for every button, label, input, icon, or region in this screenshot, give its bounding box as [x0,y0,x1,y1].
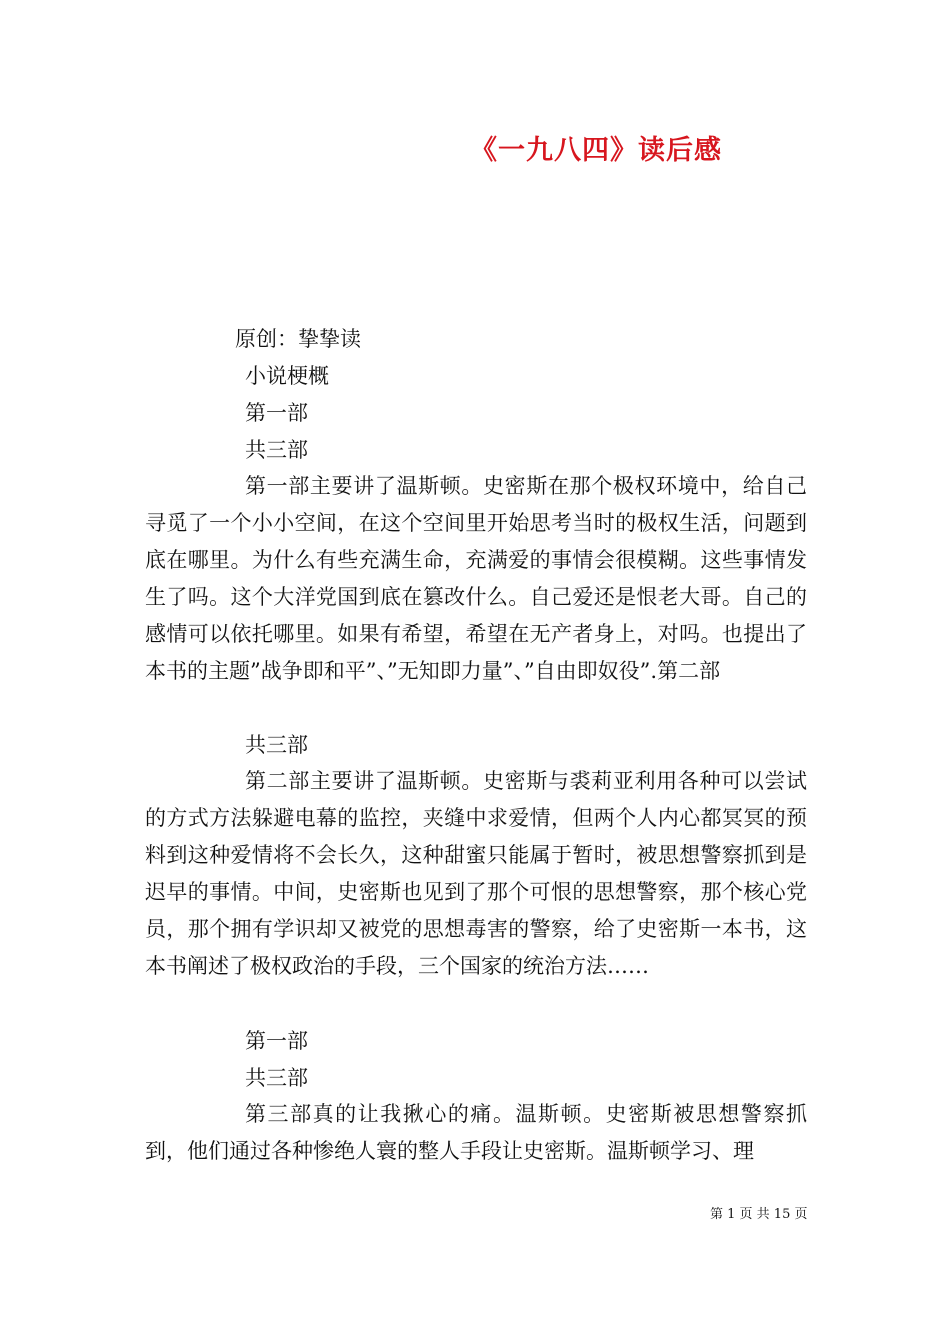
part3-label: 第一部 [245,1029,308,1053]
part1-paragraph: 第一部主要讲了温斯顿。史密斯在那个极权环境中，给自己寻觅了一个小小空间，在这个空间里开始思考当时的极权生活，问题到底在哪里。为什么有些充满生命，充满爱的事情会很模糊。这些事情发生了吗。这个大洋党国到底在篡改什么。自己爱还是恨老大哥。自己的感情可以依托哪里。如果有希望，希望在无产者身上，对吗。也提出了本书的主题”战争即和平”、”无知即力量”、”自由即奴役”.第二部 [145,474,807,683]
part3-total: 共三部 [245,1066,308,1090]
part2-paragraph: 第二部主要讲了温斯顿。史密斯与裘莉亚利用各种可以尝试的方式方法躲避电幕的监控，夹缝中求爱情，但两个人内心都冥冥的预料到这种爱情将不会长久，这种甜蜜只能属于暂时，被思想警察抓到是迟早的事情。中间，史密斯也见到了那个可恨的思想警察，那个核心党员，那个拥有学识却又被党的思想毒害的警察，给了史密斯一本书，这本书阐述了极权政治的手段，三个国家的统治方法…… [145,769,807,978]
part1-total: 共三部 [245,438,308,462]
part1-label: 第一部 [245,401,308,425]
document-title: 《一九八四》读后感 [470,135,722,166]
part2-total: 共三部 [245,733,308,757]
section-heading: 小说梗概 [245,364,329,388]
part3-paragraph: 第三部真的让我揪心的痛。温斯顿。史密斯被思想警察抓到，他们通过各种惨绝人寰的整人手段让史密斯。温斯顿学习、理 [145,1102,807,1163]
page-indicator: 第 1 页 共 15 页 [710,1207,808,1222]
author-line: 原创：挚挚读 [235,327,361,351]
